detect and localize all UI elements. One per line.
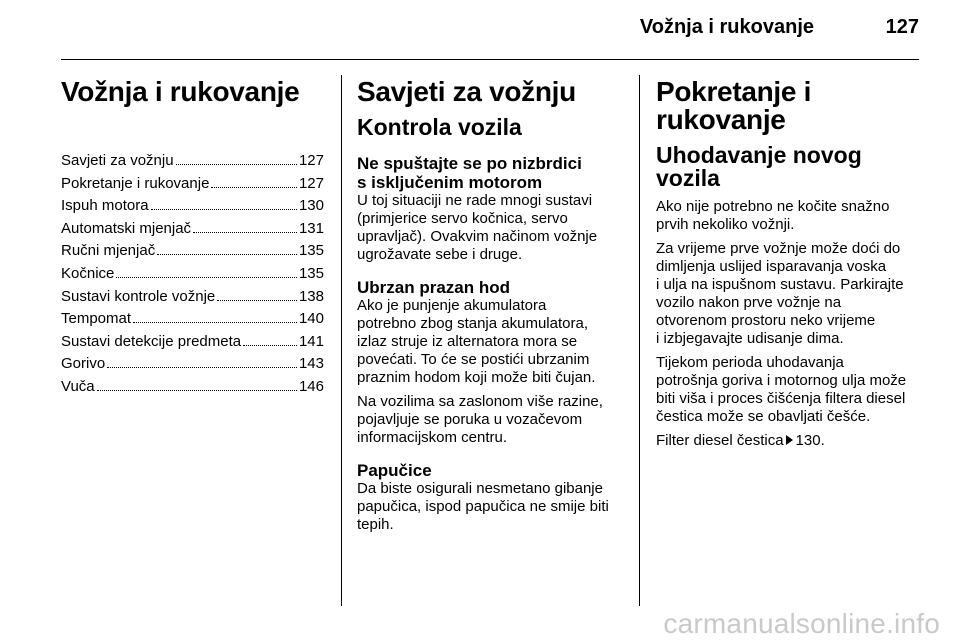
toc-entry-page: 135: [298, 242, 324, 260]
toc-entry-label: Tempomat: [61, 310, 132, 328]
body-paragraph: [656, 198, 922, 234]
running-header-title: Vožnja i rukovanje: [639, 16, 814, 38]
topic-heading: [357, 154, 623, 192]
text-line: Na vozilima sa zaslonom više razine,: [357, 393, 603, 410]
text-line: U toj situaciji ne rade mnogi sustavi: [357, 192, 593, 209]
toc-entry-page: 141: [298, 332, 324, 350]
toc-dot-leader: [107, 356, 297, 368]
toc-entry-page: 127: [298, 174, 324, 192]
toc-entry-page: 135: [298, 264, 324, 282]
text-line: tepih.: [357, 516, 394, 533]
text-line: Za vrijeme prve vožnje može doći do: [656, 240, 901, 257]
toc-entry[interactable]: [61, 243, 324, 258]
toc-entry-label: Sustavi detekcije predmeta: [61, 332, 242, 350]
toc-entry-label: Ispuh motora: [61, 197, 149, 215]
toc-dot-leader: [243, 334, 297, 346]
toc-dot-leader: [157, 243, 297, 255]
toc-dot-leader: [97, 379, 297, 391]
text-line: dimljenja uslijed isparavanja voska: [656, 258, 887, 275]
text-line: Ako je punjenje akumulatora: [357, 297, 547, 314]
text-line: pojavljuje se poruka u vozačevom: [357, 411, 583, 428]
body-paragraph: [357, 192, 623, 264]
body-paragraph: [656, 354, 922, 426]
toc-entry-label: Ručni mjenjač: [61, 242, 156, 260]
text-line: i izbjegavajte udisanje dima.: [656, 330, 844, 347]
toc-entry-label: Sustavi kontrole vožnje: [61, 287, 216, 305]
section-heading-starting-operating: Pokretanje i rukovanje: [656, 76, 812, 135]
toc-entry-label: Automatski mjenjač: [61, 219, 192, 237]
toc-entry-page: 127: [298, 152, 324, 169]
column-divider-1: [341, 75, 342, 606]
text-line: Tijekom perioda uhodavanja: [656, 354, 844, 371]
text-line: informacijskom centru.: [357, 429, 508, 446]
text-line: papučica, ispod papučica ne smije biti: [357, 498, 609, 515]
toc-entry-page: 138: [298, 287, 324, 305]
topic-heading: [357, 278, 623, 297]
toc-entry[interactable]: [61, 311, 324, 326]
text-line: otvorenom prostoru neko vrijeme: [656, 312, 876, 329]
page-header: [0, 0, 960, 40]
toc-entry[interactable]: [61, 289, 324, 304]
toc-entry[interactable]: [61, 356, 324, 371]
text-line: potrošnja goriva i motornog ulja može: [656, 372, 907, 389]
body-paragraph: [357, 480, 623, 534]
topic-heading-line: s isključenim motorom: [357, 173, 543, 192]
toc-dot-leader: [116, 266, 297, 278]
toc-entry-label: Kočnice: [61, 264, 115, 282]
text-line: Da biste osigurali nesmetano gibanje: [357, 480, 603, 497]
toc-entry[interactable]: [61, 153, 324, 168]
toc-dot-leader: [217, 289, 297, 301]
toc-dot-leader: [176, 153, 297, 165]
toc-entry[interactable]: [61, 379, 324, 394]
body-paragraph: [656, 240, 922, 348]
text-line: prvih nekoliko vožnji.: [656, 216, 795, 233]
toc-entry-page: 143: [298, 355, 324, 373]
chapter-heading: Vožnja i rukovanje: [61, 76, 300, 107]
text-line: ugrožavate sebe i druge.: [357, 246, 523, 263]
topic-heading-line: Ubrzan prazan hod: [357, 278, 511, 297]
toc-entry[interactable]: [61, 221, 324, 236]
topic-heading: [357, 461, 623, 480]
cross-reference: [656, 432, 922, 450]
toc-entry-label: Pokretanje i rukovanje: [61, 174, 210, 192]
table-of-contents: [61, 153, 324, 394]
toc-dot-leader: [151, 198, 297, 210]
starting-operating-column: [656, 70, 922, 450]
xref-text: Filter diesel čestica: [656, 432, 784, 449]
text-line: vozilo nakon prve vožnje na: [656, 294, 842, 311]
section-heading-driving-tips: Savjeti za vožnju: [357, 76, 576, 107]
text-line: potrebno zbog stanja akumulatora,: [357, 315, 588, 332]
toc-dot-leader: [193, 221, 297, 233]
column-divider-2: [639, 75, 640, 606]
running-in-text: [656, 190, 922, 426]
text-line: izlaz struje iz alternatora mora se: [357, 333, 578, 350]
text-line: (primjerice servo kočnica, servo: [357, 210, 568, 227]
subsection-heading-running-in: Uhodavanje novog vozila: [656, 142, 862, 191]
text-line: i ulja na ispušnom sustavu. Parkirajte: [656, 276, 904, 293]
toc-entry-page: 130: [298, 197, 324, 215]
toc-dot-leader: [133, 311, 297, 323]
topic-heading-line: Papučice: [357, 461, 432, 480]
toc-entry-label: Gorivo: [61, 355, 106, 373]
watermark: carmanualsonline.info: [663, 608, 940, 639]
toc-entry[interactable]: [61, 334, 324, 349]
text-line: biti viša i proces čišćenja filtera diesel: [656, 390, 906, 407]
text-line: povećati. To će se postići ubrzanim: [357, 351, 590, 368]
toc-entry[interactable]: [61, 176, 324, 191]
driving-tips-column: [357, 70, 623, 534]
toc-entry-page: 131: [298, 219, 324, 237]
toc-entry[interactable]: [61, 198, 324, 213]
body-paragraph: [357, 297, 623, 387]
contents-column: [61, 70, 324, 402]
cross-reference-arrow-icon: [786, 435, 793, 445]
text-line: čestica može se obavljati češće.: [656, 408, 871, 425]
topic-heading-line: Ne spuštajte se po nizbrdici: [357, 154, 582, 173]
driving-tips-sections: [357, 139, 623, 534]
subsection-heading-vehicle-control: Kontrola vozila: [357, 114, 522, 140]
toc-entry-page: 140: [298, 310, 324, 328]
text-line: upravljač). Ovakvim načinom vožnje: [357, 228, 598, 245]
toc-entry-label: Vuča: [61, 377, 95, 395]
page-number: 127: [885, 16, 919, 38]
toc-entry[interactable]: [61, 266, 324, 281]
toc-entry-page: 146: [298, 377, 324, 395]
toc-entry-label: Savjeti za vožnju: [61, 152, 174, 169]
header-divider: [61, 59, 919, 60]
text-line: Ako nije potrebno ne kočite snažno: [656, 198, 890, 215]
body-paragraph: [357, 393, 623, 447]
xref-page: 130.: [795, 432, 825, 449]
toc-dot-leader: [211, 176, 297, 188]
text-line: praznim hodom koji može biti čujan.: [357, 369, 596, 386]
